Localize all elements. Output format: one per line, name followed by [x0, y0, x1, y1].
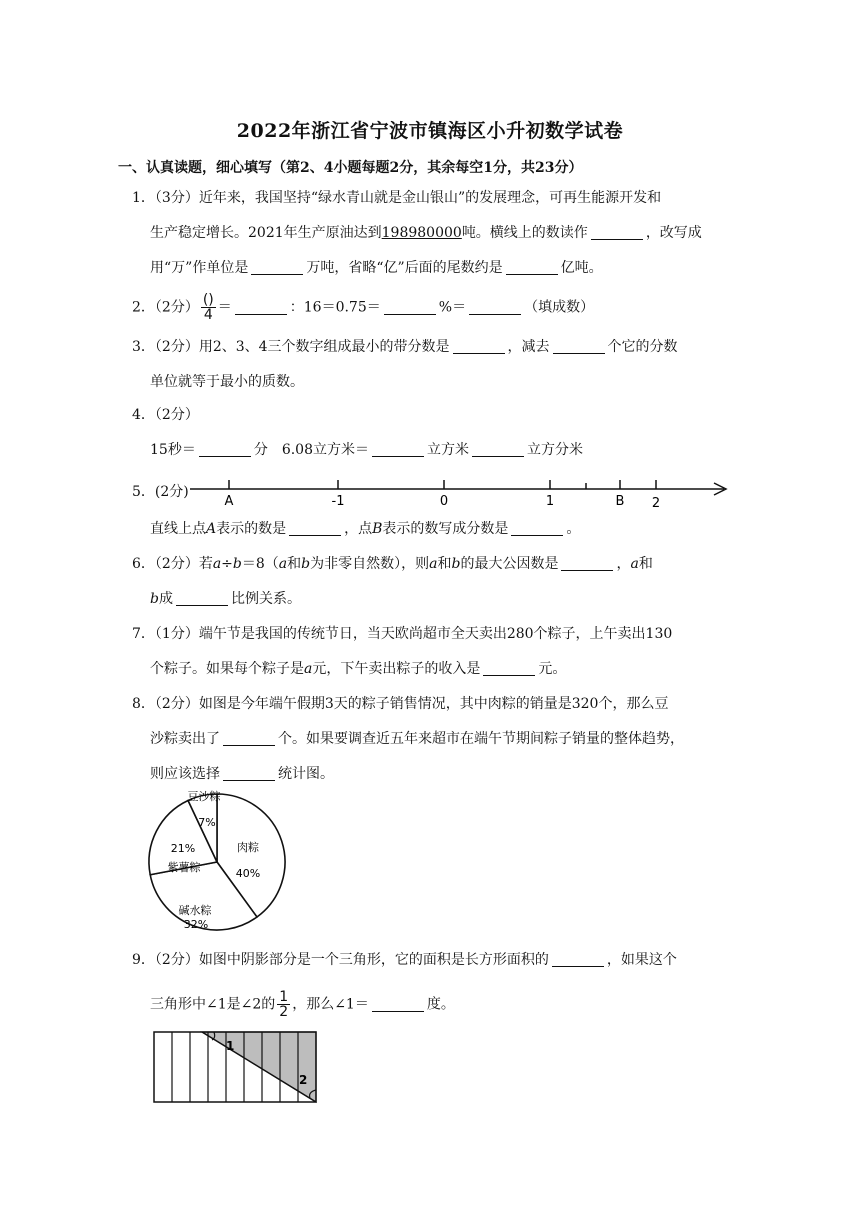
answer-blank[interactable] [176, 591, 228, 606]
q3-line1 [132, 337, 678, 357]
q6-var: b [451, 556, 461, 572]
label-A: A [224, 494, 234, 509]
q8-text: 个。如果要调查近五年来超市在端午节期间粽子销量的整体趋势， [278, 731, 684, 747]
label-B: B [615, 494, 625, 509]
q2-text: ＝ [217, 299, 232, 316]
q4-text: 15秒＝ [150, 442, 196, 458]
slice-label-jianshuizong: 碱水粽 [178, 904, 212, 917]
answer-blank[interactable] [561, 556, 613, 571]
q8-line1: 8．（2分）如图是今年端午假期3天的粽子销售情况，其中肉粽的销量是320个，那么豆 [132, 696, 669, 712]
q6-text: ＝8（ [241, 556, 279, 572]
q4-line1: 4．（2分） [132, 407, 199, 423]
answer-blank[interactable] [472, 442, 524, 457]
answer-blank[interactable] [372, 997, 424, 1012]
q8-text: 统计图。 [278, 766, 334, 782]
label-0: 0 [439, 494, 449, 509]
q1-text: 用“万”作单位是 [150, 260, 249, 276]
slice-value-rouzong: 40% [235, 867, 261, 880]
answer-blank[interactable] [289, 521, 341, 536]
q3-text: 3．（2分）用2、3、4三个数字组成最小的带分数是 [132, 339, 450, 355]
q6-var: b [150, 591, 159, 607]
q2-line [132, 293, 594, 322]
q1-text: 万吨，省略“亿”后面的尾数约是 [306, 260, 503, 276]
q6-text: 的最大公因数是 [460, 556, 559, 572]
number-line [186, 474, 736, 512]
answer-blank[interactable] [384, 300, 436, 315]
answer-blank[interactable] [372, 442, 424, 457]
q6-text: 为非零自然数），则 [310, 556, 430, 572]
q1-text: 生产稳定增长。2021年生产原油达到 [150, 225, 382, 241]
q2-text: 2．（2分） [132, 299, 199, 316]
q7-text: 元，下午卖出粽子的收入是 [312, 661, 481, 677]
q4-text: 立方分米 [527, 442, 583, 458]
q1-line3 [150, 258, 603, 278]
q7-text: 个粽子。如果每个粽子是 [150, 661, 304, 677]
q6-text: 成 [158, 591, 173, 607]
q5-line2 [150, 519, 580, 539]
answer-blank[interactable] [469, 300, 521, 315]
q1-text: 亿吨。 [560, 260, 603, 276]
pie-chart [144, 788, 290, 934]
q4-text: 分 6.08立方米＝ [253, 442, 369, 458]
fraction-numerator: 1 [279, 989, 289, 1005]
q6-var: a [278, 556, 288, 572]
q9-text: 9．（2分）如图中阴影部分是一个三角形，它的面积是长方形面积的 [132, 952, 549, 968]
q7-line1: 7．（1分）端午节是我国的传统节日，当天欧尚超市全天卖出280个粽子，上午卖出130 [132, 626, 673, 642]
section-heading: 一、认真读题，细心填写（第2、4小题每题2分，其余每空1分，共23分） [118, 160, 583, 176]
q5-text: 。 [566, 521, 581, 537]
q9-fraction [277, 990, 290, 1019]
answer-blank[interactable] [552, 952, 604, 967]
answer-blank[interactable] [199, 442, 251, 457]
q9-text: ，如果这个 [606, 952, 677, 968]
rectangle-figure [150, 1028, 322, 1108]
answer-blank[interactable] [483, 661, 535, 676]
label-1: 1 [545, 494, 555, 509]
q5-text: 表示的数是 [216, 521, 287, 537]
q8-text: 则应该选择 [150, 766, 220, 782]
q6-text: 比例关系。 [230, 591, 301, 607]
q9-line1 [132, 950, 677, 970]
q1-text: 吨。横线上的数读作 [461, 225, 588, 241]
q6-text: 和 [287, 556, 302, 572]
q7-text: 元。 [538, 661, 567, 677]
q3-text: ，减去 [507, 339, 550, 355]
q5-var: B [372, 521, 383, 537]
q3-text: 个它的分数 [607, 339, 678, 355]
q6-text: ， [616, 556, 631, 572]
slice-label-zishuzong: 紫薯粽 [167, 861, 201, 874]
q2-fraction [201, 293, 216, 322]
fraction-denominator: 4 [203, 307, 213, 323]
answer-blank[interactable] [223, 766, 275, 781]
answer-blank[interactable] [506, 260, 558, 275]
q5-text: 表示的数写成分数是 [382, 521, 509, 537]
q1-text: ，改写成 [645, 225, 702, 241]
slice-label-rouzong: 肉粽 [237, 841, 259, 854]
answer-blank[interactable] [553, 339, 605, 354]
q5-text: ，点 [344, 521, 373, 537]
label-2: 2 [651, 496, 661, 511]
answer-blank[interactable] [453, 339, 505, 354]
q6-var: b [301, 556, 311, 572]
q2-text: ：16＝0.75＝ [289, 299, 381, 316]
q8-line2 [150, 729, 684, 749]
q6-var: a÷b [212, 556, 242, 572]
answer-blank[interactable] [251, 260, 303, 275]
q6-var: a [429, 556, 438, 572]
answer-blank[interactable] [223, 731, 275, 746]
q9-line2 [150, 990, 455, 1019]
q6-text: 和 [437, 556, 452, 572]
angle1-label: 1 [226, 1039, 235, 1053]
q1-line2 [150, 223, 702, 243]
label-neg1: -1 [331, 494, 345, 509]
q7-line2 [150, 659, 566, 679]
slice-label-doushazong: 豆沙粽 [187, 790, 221, 803]
slice-value-doushazong: 7% [198, 816, 216, 829]
q8-line3 [150, 764, 334, 784]
page-title: 2022年浙江省宁波市镇海区小升初数学试卷 [236, 120, 624, 142]
q1-line1: 1．（3分）近年来，我国坚持“绿水青山就是金山银山”的发展理念，可再生能源开发和 [132, 190, 662, 206]
q6-line2 [150, 589, 301, 609]
q2-text: （填成数） [524, 299, 595, 316]
q8-text: 沙粽卖出了 [150, 731, 220, 747]
q6-var: a [630, 556, 639, 572]
q6-text: 6．（2分）若 [132, 556, 213, 572]
slice-value-zishuzong: 21% [170, 842, 196, 855]
answer-blank[interactable] [591, 225, 643, 240]
q4-line2 [150, 440, 583, 460]
q2-text: %＝ [438, 299, 467, 316]
q4-text: 立方米 [427, 442, 469, 458]
answer-blank[interactable] [511, 521, 563, 536]
q1-underlined-number: 198980000 [381, 225, 462, 241]
fraction-numerator: () [202, 292, 214, 308]
q9-text: 三角形中∠1是∠2的 [150, 996, 276, 1013]
q6-text: 和 [638, 556, 653, 572]
q5-text: 直线上点 [150, 521, 206, 537]
q9-text: ，那么∠1＝ [292, 996, 369, 1013]
q9-text: 度。 [426, 996, 455, 1013]
angle2-label: 2 [299, 1073, 308, 1087]
q5-prefix: 5．(2分) [132, 484, 189, 500]
q7-var: a [304, 661, 313, 677]
q3-line2: 单位就等于最小的质数。 [150, 374, 304, 390]
answer-blank[interactable] [235, 300, 287, 315]
q5-var: A [206, 521, 217, 537]
slice-value-jianshuizong: 32% [183, 918, 209, 931]
fraction-denominator: 2 [279, 1004, 289, 1020]
q6-line1 [132, 554, 653, 574]
